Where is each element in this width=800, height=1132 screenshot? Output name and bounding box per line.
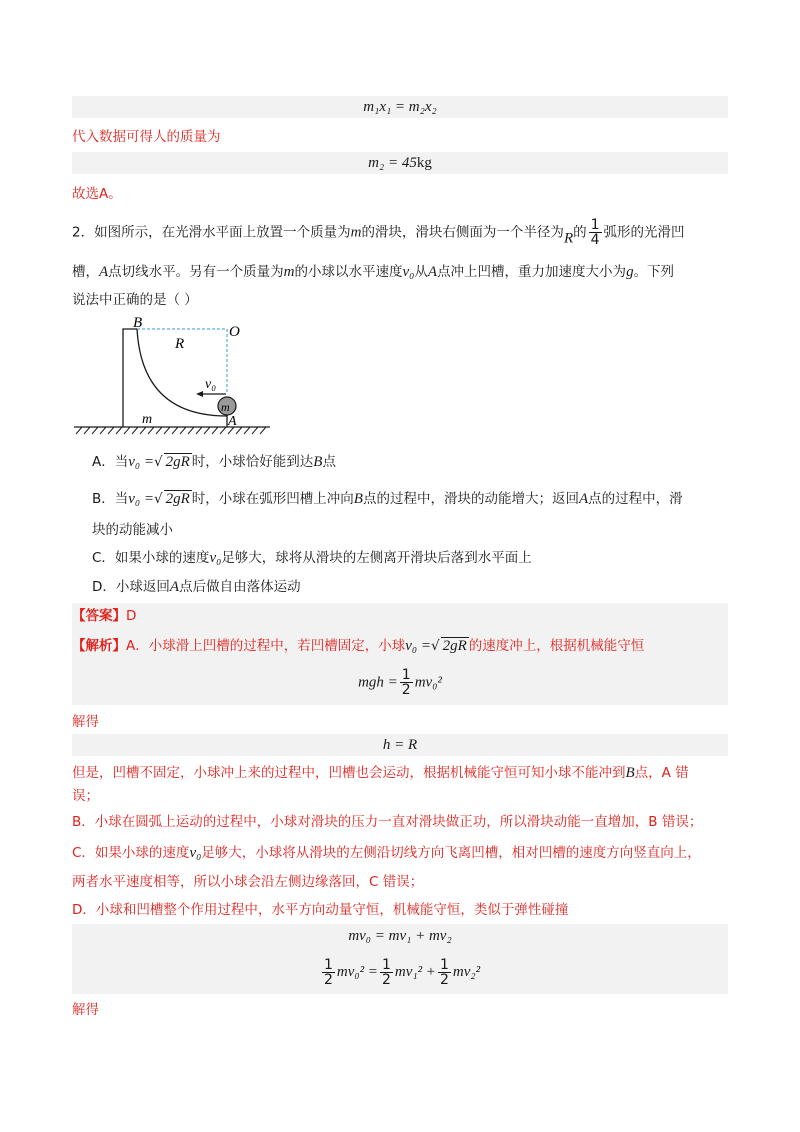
math-sqrt-2gr: 2gR bbox=[165, 454, 190, 470]
math-sqrt-2gr: 2gR bbox=[165, 491, 190, 507]
text: 时，小球在弧形凹槽上冲向 bbox=[191, 491, 354, 507]
ground-hatch bbox=[76, 427, 266, 434]
text: 两者水平速度相等，所以小球会沿左侧边缘落回，C 错误； bbox=[72, 874, 424, 890]
velocity-arrowhead bbox=[196, 391, 203, 397]
option-d bbox=[92, 577, 301, 597]
text: C．如果小球的速度 bbox=[72, 845, 190, 861]
fraction-half bbox=[438, 958, 451, 987]
text: D．小球返回 bbox=[92, 579, 170, 595]
math-a: A bbox=[578, 491, 589, 507]
text: 说法中正确的是（ ） bbox=[72, 292, 198, 308]
fraction-quarter bbox=[589, 218, 602, 247]
text: 足够大，小球将从滑块的左侧沿切线方向飞离凹槽，相对凹槽的速度方向竖直向上， bbox=[201, 845, 701, 861]
unit: kg bbox=[416, 155, 432, 171]
denominator: 2 bbox=[401, 682, 411, 698]
label-b: B bbox=[133, 316, 143, 331]
math-mgh: mgh = bbox=[358, 674, 398, 691]
text: 槽， bbox=[72, 264, 99, 280]
text: 从 bbox=[414, 264, 428, 280]
text: 点冲上凹槽，重力加速度大小为 bbox=[437, 264, 627, 280]
text: B．当 bbox=[92, 491, 129, 507]
question-line-2 bbox=[72, 262, 674, 282]
analysis-a-line: 【解析】A．小球滑上凹槽的过程中，若凹槽固定，小球v₀ =√ 2gR 的速度冲上，根据机械能守恒 bbox=[72, 638, 645, 654]
numerator: 1 bbox=[590, 217, 600, 233]
option-c bbox=[92, 548, 532, 568]
equation-mgh bbox=[0, 668, 800, 697]
math-sqrt-2gr: 2gR bbox=[442, 638, 467, 654]
text: 点，A 错 bbox=[634, 765, 689, 781]
analysis-c-line-1 bbox=[72, 843, 701, 863]
text: 时，小球恰好能到达 bbox=[191, 454, 314, 470]
text: 点的过程中，滑 bbox=[588, 491, 683, 507]
math-m: m bbox=[350, 224, 362, 241]
fraction-half bbox=[322, 958, 335, 987]
label-o: O bbox=[229, 324, 240, 340]
fraction-half bbox=[380, 958, 393, 987]
text: 的滑块，滑块右侧面为一个半径为 bbox=[361, 224, 564, 241]
text: 弧形的光滑凹 bbox=[603, 224, 685, 241]
text: D．小球和凹槽整个作用过程中，水平方向动量守恒，机械能守恒，类似于弹性碰撞 bbox=[72, 902, 569, 918]
label-v0: v₀ bbox=[205, 377, 217, 392]
math-g: g bbox=[626, 264, 634, 280]
text: B．小球在圆弧上运动的过程中，小球对滑块的压力一直对滑块做正功，所以滑块动能一直增加，B 错误； bbox=[72, 814, 703, 830]
analysis-label: 【解析】 bbox=[72, 638, 126, 654]
text: 但是，凹槽不固定，小球冲上来的过程中，凹槽也会运动，根据机械能守恒可知小球不能冲到 bbox=[72, 765, 626, 781]
math-mv02: mv₀² bbox=[414, 674, 442, 691]
physics-figure bbox=[70, 316, 275, 440]
math-v0: v₀ bbox=[209, 550, 222, 566]
equation-energy bbox=[0, 956, 800, 988]
label-m-ball: m bbox=[221, 400, 230, 414]
math-term: mv₀² = bbox=[336, 964, 378, 980]
equation-text: m₂ = 45 bbox=[368, 155, 417, 171]
text: 。下列 bbox=[633, 264, 675, 280]
numerator: 1 bbox=[401, 667, 411, 683]
math-r: R bbox=[563, 230, 574, 247]
text: 块的动能减小 bbox=[92, 522, 173, 538]
text: 点后做自由落体运动 bbox=[179, 579, 301, 595]
math-a: A bbox=[427, 264, 438, 280]
text-choose-a bbox=[72, 184, 122, 204]
analysis-d-line bbox=[72, 900, 568, 920]
option-a: A．当v₀ =√ 2gR 时，小球恰好能到达B点 bbox=[92, 454, 336, 470]
analysis-but-line-1 bbox=[72, 763, 689, 783]
fraction-half bbox=[400, 668, 413, 697]
text: 足够大，球将从滑块的左侧离开滑块后落到水平面上 bbox=[221, 550, 532, 566]
text: C．如果小球的速度 bbox=[92, 550, 210, 566]
text-substitute-data bbox=[72, 127, 221, 147]
text: 误； bbox=[72, 788, 99, 804]
math-a: A bbox=[169, 579, 180, 595]
label-a: A bbox=[228, 414, 237, 429]
text: 的速度冲上，根据机械能守恒 bbox=[468, 638, 645, 654]
text-jiede-1 bbox=[72, 712, 99, 732]
text-jiede-2 bbox=[72, 1000, 99, 1020]
text: 点的过程中，滑块的动能增大；返回 bbox=[362, 491, 579, 507]
numerator: 1 bbox=[323, 956, 333, 973]
denominator: 2 bbox=[323, 971, 333, 988]
text: 解得 bbox=[72, 1002, 99, 1018]
math-a: A bbox=[99, 264, 109, 280]
denominator: 4 bbox=[590, 232, 600, 248]
text: 点切线水平。另有一个质量为 bbox=[108, 264, 284, 280]
numerator: 1 bbox=[381, 956, 391, 973]
text: 故选A。 bbox=[72, 186, 122, 202]
equation-text: h = R bbox=[382, 737, 418, 753]
math-momentum: mv₀ = mv₁ + mv₂ bbox=[348, 928, 452, 944]
math-v0-eq: v₀ = bbox=[128, 491, 155, 507]
question-number: 2． bbox=[72, 224, 95, 241]
denominator: 2 bbox=[381, 971, 391, 988]
question-line-1 bbox=[72, 218, 685, 253]
math-term: mv₂² bbox=[452, 964, 481, 980]
equation-momentum-positions bbox=[72, 96, 728, 118]
question-line-3 bbox=[72, 290, 198, 310]
math-m: m bbox=[283, 264, 295, 280]
answer-label: 【答案】 bbox=[72, 608, 126, 624]
denominator: 2 bbox=[439, 971, 449, 988]
text: 解得 bbox=[72, 714, 99, 730]
math-v0: v₀ bbox=[402, 264, 415, 280]
text: A．当 bbox=[92, 454, 129, 470]
math-term: mv₁² + bbox=[394, 964, 436, 980]
answer-value: D bbox=[126, 608, 137, 624]
text: A．小球滑上凹槽的过程中，若凹槽固定，小球 bbox=[126, 638, 406, 654]
math-b: B bbox=[625, 765, 635, 781]
equation-momentum bbox=[0, 926, 800, 946]
math-v0-eq: v₀ = bbox=[128, 454, 154, 470]
answer-line bbox=[72, 606, 136, 626]
equation-h-eq-r bbox=[72, 734, 728, 756]
math-b: B bbox=[353, 491, 363, 507]
text: 点 bbox=[322, 454, 336, 470]
equation-mass-result bbox=[72, 152, 728, 174]
numerator: 1 bbox=[439, 956, 449, 973]
math-b: B bbox=[313, 454, 323, 470]
text: 如图所示，在光滑水平面上放置一个质量为 bbox=[94, 224, 351, 241]
equation-text: m₁x₁ = m₂x₂ bbox=[363, 99, 437, 115]
analysis-b-line bbox=[72, 812, 702, 832]
option-b-line-2 bbox=[92, 520, 173, 540]
option-b-line-1: B．当v₀ =√ 2gR 时，小球在弧形凹槽上冲向B点的过程中，滑块的动能增大；返回A点的过程中，滑 bbox=[92, 491, 683, 507]
math-v0-eq: v₀ = bbox=[405, 638, 431, 654]
analysis-c-line-2 bbox=[72, 872, 423, 892]
label-m-block: m bbox=[142, 412, 153, 427]
math-v0: v₀ bbox=[189, 845, 202, 861]
text: 的 bbox=[573, 224, 587, 241]
analysis-but-line-2 bbox=[72, 786, 99, 806]
label-r: R bbox=[175, 336, 185, 352]
text: 代入数据可得人的质量为 bbox=[72, 129, 221, 145]
text: 的小球以水平速度 bbox=[294, 264, 403, 280]
